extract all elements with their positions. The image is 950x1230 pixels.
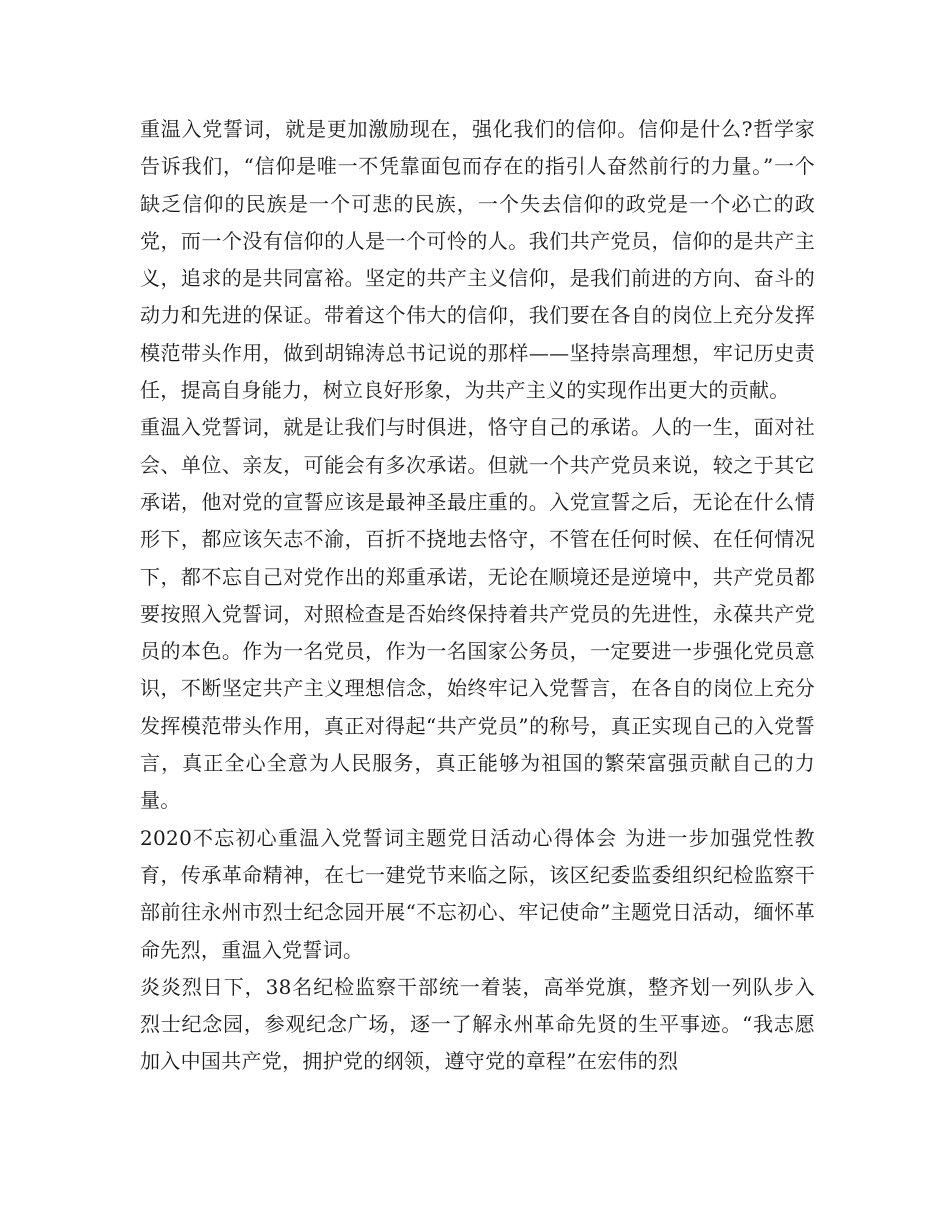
paragraph-faith: 重温入党誓词，就是更加激励现在，强化我们的信仰。信仰是什么?哲学家告诉我们，“信仰是唯一不凭靠面包而存在的指引人奋然前行的力量。”一个缺乏信仰的民族是一个可悲的民族，一个失去信仰的政党是一个必亡的政党，而一个没有信仰的人是一个可怜的人。我们共产党员，信仰的是共产主义，追求的是共同富裕。坚定的共产主义信仰，是我们前进的方向、奋斗的动力和先进的保证。带着这个伟大的信仰，我们要在各自的岗位上充分发挥模范带头作用，做到胡锦涛总书记说的那样——坚持崇高理想，牢记历史责任，提高自身能力，树立良好形象，为共产主义的实现作出更大的贡献。 [140,117,815,403]
document-body [140,111,815,1081]
paragraph-memorial: 炎炎烈日下，38名纪检监察干部统一着装，高举党旗，整齐划一列队步入烈士纪念园，参观纪念广场，逐一了解永州革命先贤的生平事迹。“我志愿加入中国共产党，拥护党的纲领，遵守党的章程”在宏伟的烈 [140,974,815,1074]
paragraph-activity: 2020不忘初心重温入党誓词主题党日活动心得体会 为进一步加强党性教育，传承革命精神，在七一建党节来临之际，该区纪委监委组织纪检监察干部前往永州市烈士纪念园开展“不忘初心、牢记使命”主题党日活动，缅怀革命先烈，重温入党誓词。 [140,825,815,962]
paragraph-promise: 重温入党誓词，就是让我们与时俱进，恪守自己的承诺。人的一生，面对社会、单位、亲友，可能会有多次承诺。但就一个共产党员来说，较之于其它承诺，他对党的宣誓应该是最神圣最庄重的。入党宣誓之后，无论在什么情形下，都应该矢志不渝，百折不挠地去恪守，不管在任何时候、在任何情况下，都不忘自己对党作出的郑重承诺，无论在顺境还是逆境中，共产党员都要按照入党誓词，对照检查是否始终保持着共产党员的先进性，永葆共产党员的本色。作为一名党员，作为一名国家公务员，一定要进一步强化党员意识，不断坚定共产主义理想信念，始终牢记入党誓言，在各自的岗位上充分发挥模范带头作用，真正对得起“共产党员”的称号，真正实现自己的入党誓言，真正全心全意为人民服务，真正能够为祖国的繁荣富强贡献自己的力量。 [140,415,815,813]
